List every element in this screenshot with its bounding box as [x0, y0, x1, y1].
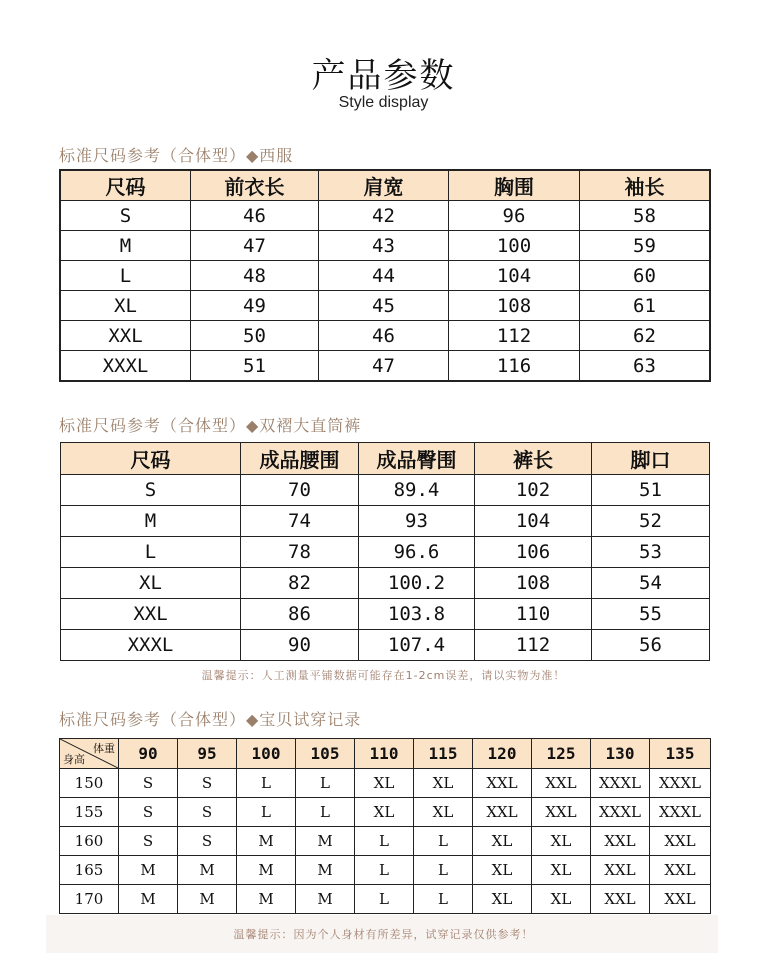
- table-cell: 55: [592, 599, 710, 630]
- column-header: 尺码: [61, 171, 191, 201]
- column-header: 裤长: [475, 443, 592, 475]
- size-cell: XL: [473, 827, 532, 856]
- table-row: [61, 537, 710, 568]
- table-row: [60, 769, 711, 798]
- size-cell: S: [178, 769, 237, 798]
- weight-column-header: 105: [296, 739, 355, 769]
- table-row: [61, 599, 710, 630]
- size-cell: XXL: [591, 885, 650, 914]
- table-cell: 112: [475, 630, 592, 661]
- size-cell: XXL: [473, 769, 532, 798]
- table-cell: 63: [580, 351, 710, 381]
- size-cell: XXXL: [650, 769, 711, 798]
- table-cell: 86: [241, 599, 359, 630]
- size-cell: L: [355, 827, 414, 856]
- size-cell: S: [119, 798, 178, 827]
- table-cell: 103.8: [359, 599, 475, 630]
- table-cell: 47: [191, 231, 319, 261]
- table-cell: 51: [592, 475, 710, 506]
- table-cell: 42: [319, 201, 449, 231]
- table-cell: 60: [580, 261, 710, 291]
- table-cell: 54: [592, 568, 710, 599]
- size-cell: XL: [414, 798, 473, 827]
- table-cell: XL: [61, 568, 241, 599]
- table-cell: 51: [191, 351, 319, 381]
- size-cell: L: [296, 769, 355, 798]
- size-cell: M: [119, 885, 178, 914]
- table-cell: XXL: [61, 321, 191, 351]
- table-cell: 108: [449, 291, 580, 321]
- size-cell: XXL: [650, 885, 711, 914]
- table-cell: XXXL: [61, 630, 241, 661]
- table-cell: 104: [475, 506, 592, 537]
- size-cell: XXL: [591, 856, 650, 885]
- weight-height-corner-cell: [60, 739, 119, 769]
- table-cell: 59: [580, 231, 710, 261]
- table-cell: L: [61, 261, 191, 291]
- table-row: [61, 475, 710, 506]
- size-cell: M: [296, 827, 355, 856]
- table-cell: 47: [319, 351, 449, 381]
- column-header: 胸围: [449, 171, 580, 201]
- size-cell: XL: [355, 769, 414, 798]
- table-cell: 100.2: [359, 568, 475, 599]
- weight-column-header: 135: [650, 739, 711, 769]
- table-cell: 53: [592, 537, 710, 568]
- size-cell: XXL: [591, 827, 650, 856]
- table-cell: 49: [191, 291, 319, 321]
- size-cell: L: [355, 885, 414, 914]
- size-cell: S: [178, 798, 237, 827]
- column-header: 脚口: [592, 443, 710, 475]
- table-row: [61, 231, 710, 261]
- table-cell: M: [61, 506, 241, 537]
- suit-header-row: [61, 171, 710, 201]
- weight-column-header: 130: [591, 739, 650, 769]
- height-cell: 160: [60, 827, 119, 856]
- size-cell: M: [237, 856, 296, 885]
- table-cell: 102: [475, 475, 592, 506]
- weight-column-header: 125: [532, 739, 591, 769]
- size-cell: XXL: [650, 827, 711, 856]
- size-cell: L: [237, 769, 296, 798]
- column-header: 前衣长: [191, 171, 319, 201]
- table-cell: 56: [592, 630, 710, 661]
- table-cell: XXL: [61, 599, 241, 630]
- size-cell: M: [296, 856, 355, 885]
- table-row: [60, 798, 711, 827]
- table-cell: 89.4: [359, 475, 475, 506]
- size-cell: XL: [532, 827, 591, 856]
- table-cell: 116: [449, 351, 580, 381]
- table-cell: S: [61, 201, 191, 231]
- table-cell: 104: [449, 261, 580, 291]
- table-row: [61, 630, 710, 661]
- table-cell: 48: [191, 261, 319, 291]
- table-row: [61, 321, 710, 351]
- height-cell: 165: [60, 856, 119, 885]
- size-cell: M: [237, 827, 296, 856]
- size-cell: XXXL: [650, 798, 711, 827]
- table-cell: M: [61, 231, 191, 261]
- suit-size-table: [60, 170, 710, 381]
- size-cell: L: [237, 798, 296, 827]
- column-header: 肩宽: [319, 171, 449, 201]
- table-cell: 62: [580, 321, 710, 351]
- table-cell: 106: [475, 537, 592, 568]
- table-cell: 108: [475, 568, 592, 599]
- size-cell: XXL: [532, 769, 591, 798]
- column-header: 成品臀围: [359, 443, 475, 475]
- table-cell: 44: [319, 261, 449, 291]
- tryon-disclaimer-note: 温馨提示：因为个人身材有所差异，试穿记录仅供参考！: [233, 928, 534, 941]
- size-cell: XXXL: [591, 769, 650, 798]
- table-cell: XL: [61, 291, 191, 321]
- table-row: [61, 291, 710, 321]
- size-cell: M: [178, 856, 237, 885]
- table-cell: 110: [475, 599, 592, 630]
- size-cell: XL: [473, 856, 532, 885]
- table-cell: 100: [449, 231, 580, 261]
- size-cell: M: [237, 885, 296, 914]
- size-cell: S: [119, 769, 178, 798]
- page-subtitle: Style display: [338, 94, 429, 111]
- table-row: [61, 351, 710, 381]
- table-cell: 96: [449, 201, 580, 231]
- table-cell: 45: [319, 291, 449, 321]
- table-cell: 61: [580, 291, 710, 321]
- table-cell: 43: [319, 231, 449, 261]
- tryon-record-table: [59, 738, 711, 914]
- table-cell: 82: [241, 568, 359, 599]
- tryon-section-heading: 标准尺码参考（合体型）◆宝贝试穿记录: [59, 710, 362, 729]
- column-header: 尺码: [61, 443, 241, 475]
- weight-column-header: 90: [119, 739, 178, 769]
- table-cell: XXXL: [61, 351, 191, 381]
- height-cell: 170: [60, 885, 119, 914]
- table-cell: 96.6: [359, 537, 475, 568]
- trousers-header-row: [61, 443, 710, 475]
- size-cell: L: [296, 798, 355, 827]
- trousers-table-body: [61, 475, 710, 661]
- size-cell: L: [355, 856, 414, 885]
- table-cell: 90: [241, 630, 359, 661]
- weight-column-header: 120: [473, 739, 532, 769]
- table-cell: 78: [241, 537, 359, 568]
- table-cell: 52: [592, 506, 710, 537]
- suit-table-body: [61, 201, 710, 381]
- weight-column-header: 115: [414, 739, 473, 769]
- table-cell: 112: [449, 321, 580, 351]
- size-cell: XXXL: [591, 798, 650, 827]
- table-cell: S: [61, 475, 241, 506]
- size-cell: XL: [473, 885, 532, 914]
- size-cell: XL: [355, 798, 414, 827]
- table-cell: L: [61, 537, 241, 568]
- table-row: [60, 885, 711, 914]
- table-row: [61, 201, 710, 231]
- page-title: 产品参数: [311, 56, 456, 96]
- suit-section-heading: 标准尺码参考（合体型）◆西服: [59, 146, 294, 165]
- table-cell: 46: [191, 201, 319, 231]
- table-cell: 93: [359, 506, 475, 537]
- table-cell: 70: [241, 475, 359, 506]
- size-cell: L: [414, 885, 473, 914]
- height-cell: 155: [60, 798, 119, 827]
- size-cell: M: [296, 885, 355, 914]
- size-cell: L: [414, 856, 473, 885]
- size-cell: M: [178, 885, 237, 914]
- size-cell: XXL: [650, 856, 711, 885]
- size-cell: XL: [532, 856, 591, 885]
- tryon-header-row: [60, 739, 711, 769]
- size-cell: S: [178, 827, 237, 856]
- weight-column-header: 95: [178, 739, 237, 769]
- trousers-size-table: [60, 442, 710, 661]
- table-row: [60, 827, 711, 856]
- size-cell: XL: [414, 769, 473, 798]
- column-header: 袖长: [580, 171, 710, 201]
- table-row: [61, 568, 710, 599]
- table-cell: 107.4: [359, 630, 475, 661]
- size-cell: M: [119, 856, 178, 885]
- size-cell: XXL: [532, 798, 591, 827]
- size-cell: L: [414, 827, 473, 856]
- size-cell: S: [119, 827, 178, 856]
- tryon-table-body: [60, 769, 711, 914]
- size-cell: XXL: [473, 798, 532, 827]
- weight-column-header: 100: [237, 739, 296, 769]
- table-cell: 50: [191, 321, 319, 351]
- trousers-measure-note: 温馨提示：人工测量平铺数据可能存在1-2cm误差，请以实物为准！: [201, 669, 566, 682]
- weight-column-header: 110: [355, 739, 414, 769]
- trousers-section-heading: 标准尺码参考（合体型）◆双褶大直筒裤: [59, 416, 362, 435]
- corner-height-label: 身高: [63, 753, 85, 766]
- size-cell: XL: [532, 885, 591, 914]
- table-row: [60, 856, 711, 885]
- corner-weight-label: 体重: [93, 742, 115, 755]
- table-cell: 46: [319, 321, 449, 351]
- table-row: [61, 506, 710, 537]
- height-cell: 150: [60, 769, 119, 798]
- table-cell: 74: [241, 506, 359, 537]
- table-row: [61, 261, 710, 291]
- table-cell: 58: [580, 201, 710, 231]
- column-header: 成品腰围: [241, 443, 359, 475]
